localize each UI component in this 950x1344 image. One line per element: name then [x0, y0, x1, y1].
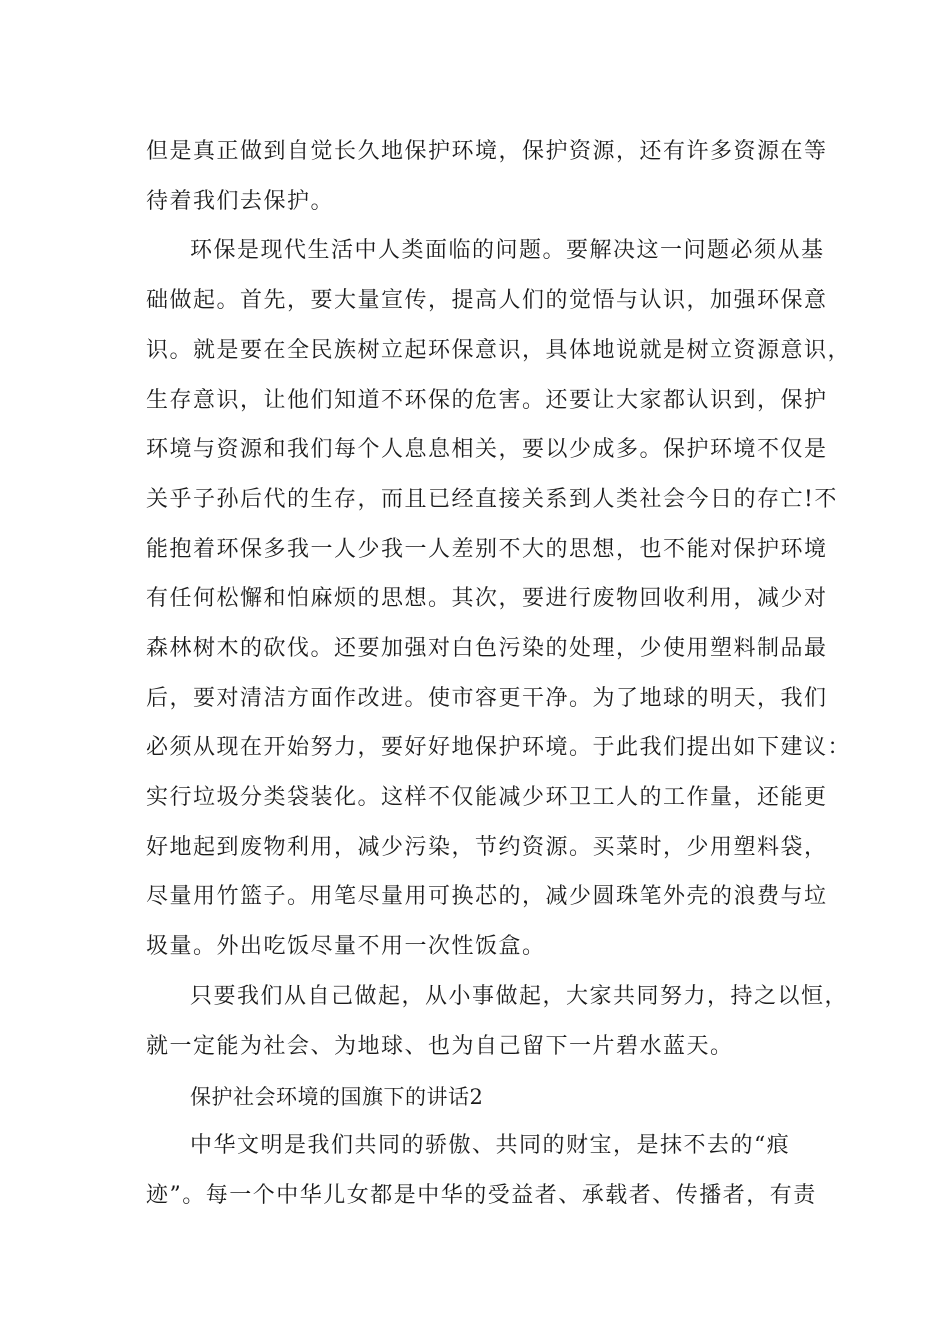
paragraph-start-line: 环保是现代生活中人类面临的问题。要解决这一问题必须从基: [190, 238, 825, 263]
text-line: 好地起到废物利用，减少污染，节约资源。买菜时，少用塑料袋，: [146, 835, 828, 860]
text-line: 有任何松懈和怕麻烦的思想。其次，要进行废物回收利用，减少对: [146, 586, 828, 611]
text-line: 关乎子孙后代的生存，而且已经直接关系到人类社会今日的存亡!不: [146, 487, 838, 512]
text-line: 但是真正做到自觉长久地保护环境，保护资源，还有许多资源在等: [146, 139, 828, 164]
text-line: 尽量用竹篮子。用笔尽量用可换芯的，减少圆珠笔外壳的浪费与垃: [146, 884, 828, 909]
text-line: 后，要对清洁方面作改进。使市容更干净。为了地球的明天，我们: [146, 686, 828, 711]
text-line: 圾量。外出吃饭尽量不用一次性饭盒。: [146, 934, 546, 959]
text-line: 能抱着环保多我一人少我一人差别不大的思想，也不能对保护环境: [146, 537, 828, 562]
text-line: 生存意识，让他们知道不环保的危害。还要让大家都认识到，保护: [146, 388, 828, 413]
text-line: 迹”。每一个中华儿女都是中华的受益者、承载者、传播者，有责: [146, 1183, 817, 1208]
text-line: 识。就是要在全民族树立起环保意识，具体地说就是树立资源意识，: [146, 338, 852, 363]
paragraph-start-line: 中华文明是我们共同的骄傲、共同的财宝，是抹不去的“痕: [190, 1133, 791, 1158]
text-line: 必须从现在开始努力，要好好地保护环境。于此我们提出如下建议：: [146, 735, 852, 760]
section-heading: 保护社会环境的国旗下的讲话2: [190, 1085, 484, 1109]
text-line: 待着我们去保护。: [146, 189, 335, 214]
text-line: 森林树木的砍伐。还要加强对白色污染的处理，少使用塑料制品最: [146, 636, 828, 661]
text-line: 就一定能为社会、为地球、也为自己留下一片碧水蓝天。: [146, 1034, 734, 1059]
text-line: 实行垃圾分类袋装化。这样不仅能减少环卫工人的工作量，还能更: [146, 785, 828, 810]
text-line: 础做起。首先，要大量宣传，提高人们的觉悟与认识，加强环保意: [146, 288, 828, 313]
paragraph-start-line: 只要我们从自己做起，从小事做起，大家共同努力，持之以恒，: [190, 984, 849, 1009]
text-line: 环境与资源和我们每个人息息相关，要以少成多。保护环境不仅是: [146, 437, 828, 462]
